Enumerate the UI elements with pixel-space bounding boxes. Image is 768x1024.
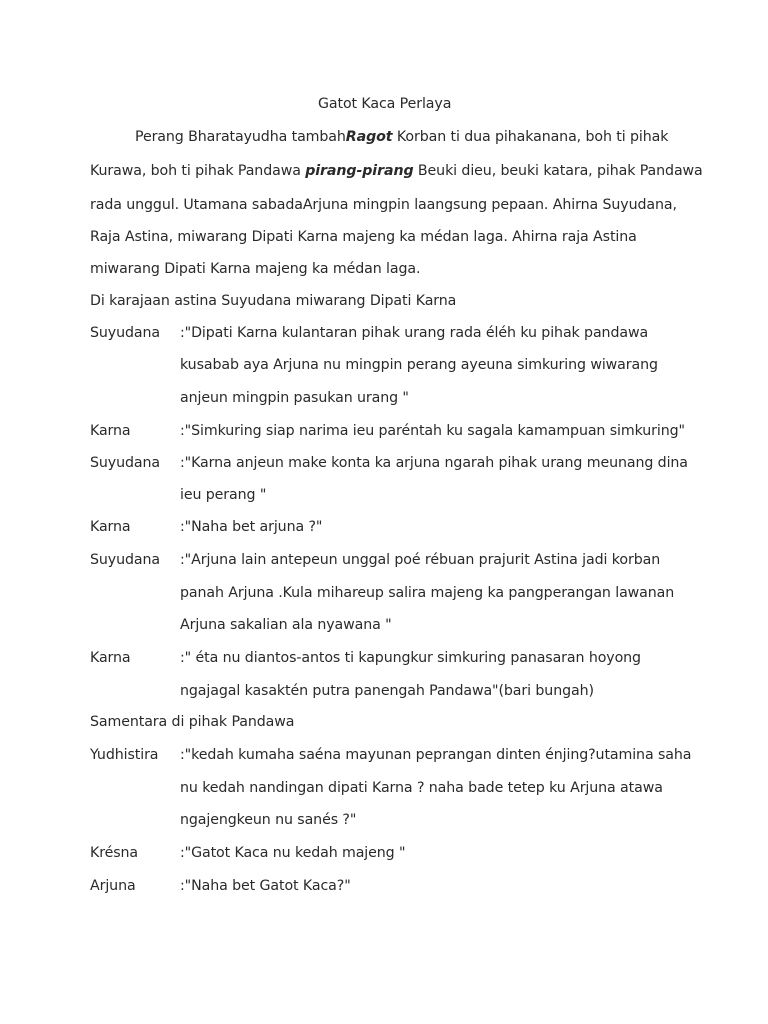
intro-line-1: Perang Bharatayudha tambahRagot Korban ti dua pihakanana, boh ti pihak [135, 129, 669, 145]
scene-heading: Samentara di pihak Pandawa [90, 714, 295, 730]
dialogue-line: kusabab aya Arjuna nu mingpin perang ayeuna simkuring wiwarang [180, 357, 658, 373]
speaker-label: Yudhistira [90, 747, 159, 763]
intro-line-5: miwarang Dipati Karna majeng ka médan laga. [90, 261, 421, 277]
speaker-label: Karna [90, 650, 131, 666]
speaker-label: Suyudana [90, 325, 160, 341]
dialogue-line: nu kedah nandingan dipati Karna ? naha bade tetep ku Arjuna atawa [180, 780, 663, 796]
dialogue-line: :"Naha bet Gatot Kaca?" [180, 878, 351, 894]
scene-heading: Di karajaan astina Suyudana miwarang Dipati Karna [90, 293, 457, 309]
intro-line-2: Kurawa, boh ti pihak Pandawa pirang-pirang Beuki dieu, beuki katara, pihak Pandawa [90, 163, 703, 179]
speaker-label: Krésna [90, 845, 139, 861]
speaker-label: Karna [90, 423, 131, 439]
dialogue-line: ieu perang " [180, 487, 267, 503]
dialogue-line: ngajagal kasaktén putra panengah Pandawa"(bari bungah) [180, 683, 594, 699]
intro-line-4: Raja Astina, miwarang Dipati Karna majeng ka médan laga. Ahirna raja Astina [90, 229, 637, 245]
dialogue-line: :"Arjuna lain antepeun unggal poé rébuan prajurit Astina jadi korban [180, 552, 661, 568]
dialogue-line: :"Naha bet arjuna ?" [180, 519, 323, 535]
intro-line-3: rada unggul. Utamana sabadaArjuna mingpin laangsung pepaan. Ahirna Suyudana, [90, 197, 677, 213]
dialogue-line: :"Dipati Karna kulantaran pihak urang rada éléh ku pihak pandawa [180, 325, 649, 341]
dialogue-line: ngajengkeun nu sanés ?" [180, 812, 357, 828]
speaker-label: Suyudana [90, 552, 160, 568]
speaker-label: Suyudana [90, 455, 160, 471]
dialogue-line: :"Gatot Kaca nu kedah majeng " [180, 845, 406, 861]
dialogue-line: anjeun mingpin pasukan urang " [180, 390, 409, 406]
speaker-label: Arjuna [90, 878, 136, 894]
speaker-label: Karna [90, 519, 131, 535]
dialogue-line: Arjuna sakalian ala nyawana " [180, 617, 392, 633]
dialogue-line: panah Arjuna .Kula mihareup salira majeng ka pangperangan lawanan [180, 585, 675, 601]
dialogue-line: :"Simkuring siap narima ieu paréntah ku sagala kamampuan simkuring" [180, 423, 685, 439]
dialogue-line: :" éta nu diantos-antos ti kapungkur simkuring panasaran hoyong [180, 650, 641, 666]
dialogue-line: :"Karna anjeun make konta ka arjuna ngarah pihak urang meunang dina [180, 455, 688, 471]
document-title: Gatot Kaca Perlaya [318, 96, 452, 112]
dialogue-line: :"kedah kumaha saéna mayunan peprangan dinten énjing?utamina saha [180, 747, 692, 763]
